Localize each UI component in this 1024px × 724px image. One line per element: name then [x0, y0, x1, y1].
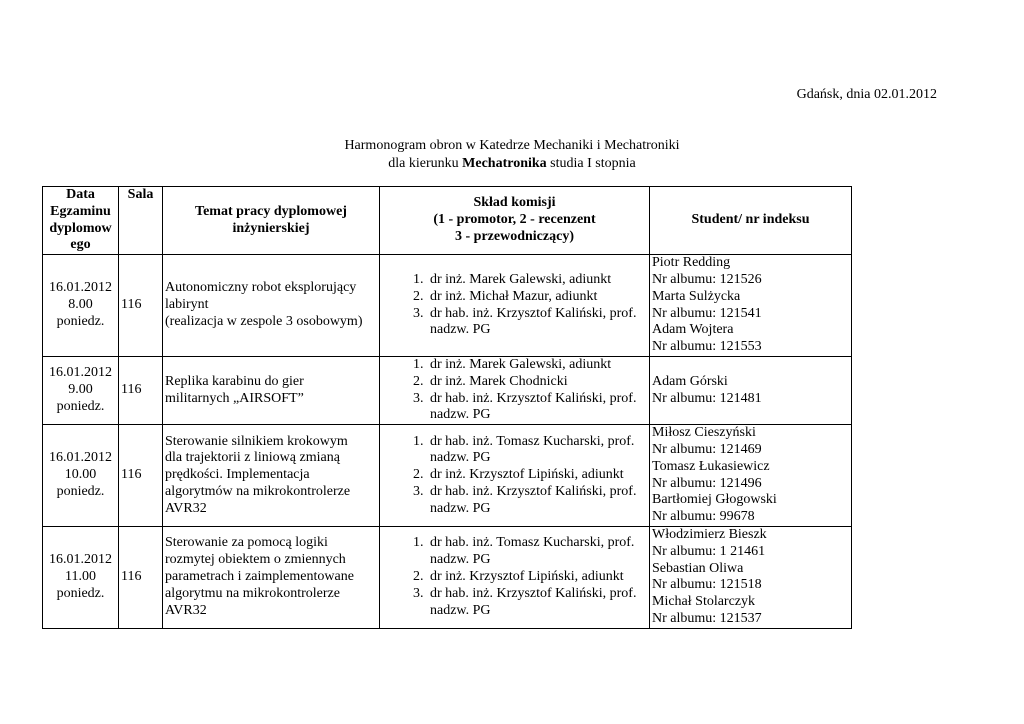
title-line-2 — [0, 155, 1024, 173]
date-value: 16.01.2012 — [49, 365, 112, 381]
committee-member: 2. dr inż. Marek Chodnicki — [427, 374, 647, 391]
table-header-row — [43, 187, 852, 255]
cell-committee — [380, 356, 650, 424]
title-suffix: studia I stopnia — [546, 156, 636, 171]
committee-member: 1. dr inż. Marek Galewski, adiunkt — [427, 272, 647, 289]
committee-member: 2. dr inż. Krzysztof Lipiński, adiunkt — [427, 467, 647, 484]
header-student: Student/ nr indeksu — [650, 187, 852, 255]
student-name: Piotr Redding — [652, 255, 731, 271]
header-date-line: Egzaminu — [50, 203, 111, 219]
topic-line: Sterowanie silnikiem krokowym — [165, 433, 348, 449]
date-value: 16.01.2012 — [49, 552, 112, 568]
student-album: Nr albumu: 121553 — [652, 339, 762, 355]
table-row — [43, 526, 852, 628]
cell-committee — [380, 255, 650, 357]
committee-list — [382, 357, 647, 424]
cell-date — [43, 526, 119, 628]
cell-committee — [380, 425, 650, 527]
weekday-value: poniedz. — [56, 313, 105, 329]
student-album: Nr albumu: 121526 — [652, 271, 762, 287]
header-committee-line: 3 - przewodniczący) — [455, 228, 574, 244]
student-album: Nr albumu: 1 21461 — [652, 543, 766, 559]
student-album: Nr albumu: 121481 — [652, 390, 762, 406]
student-album: Nr albumu: 121496 — [652, 475, 762, 491]
committee-list — [382, 434, 647, 518]
cell-students — [650, 425, 852, 527]
cell-room: 116 — [119, 356, 163, 424]
document-title — [0, 137, 1024, 173]
student-name: Miłosz Cieszyński — [652, 425, 756, 441]
topic-line: (realizacja w zespole 3 osobowym) — [165, 313, 363, 329]
cell-room: 116 — [119, 255, 163, 357]
topic-line: dla trajektorii z liniową zmianą — [165, 450, 340, 466]
cell-date — [43, 425, 119, 527]
date-value: 16.01.2012 — [49, 280, 112, 296]
student-name: Sebastian Oliwa — [652, 560, 744, 576]
date-value: 16.01.2012 — [49, 450, 112, 466]
time-value: 10.00 — [64, 467, 97, 483]
cell-students — [650, 526, 852, 628]
header-room: Sala — [119, 187, 163, 255]
table-row — [43, 255, 852, 357]
cell-topic — [163, 425, 380, 527]
header-date — [43, 187, 119, 255]
committee-member: 1. dr inż. Marek Galewski, adiunkt — [427, 357, 647, 374]
student-name: Adam Wojtera — [652, 322, 734, 338]
header-committee-line: (1 - promotor, 2 - recenzent — [433, 212, 596, 228]
topic-line: Replika karabinu do gier — [165, 373, 304, 389]
header-topic — [163, 187, 380, 255]
header-committee — [380, 187, 650, 255]
topic-line: algorytmów na mikrokontrolerze — [165, 483, 351, 499]
committee-member: 2. dr inż. Michał Mazur, adiunkt — [427, 289, 647, 306]
student-name: Adam Górski — [652, 373, 728, 389]
header-committee-line: Skład komisji — [473, 195, 556, 211]
student-album: Nr albumu: 121518 — [652, 577, 762, 593]
student-album: Nr albumu: 121469 — [652, 441, 762, 457]
weekday-value: poniedz. — [56, 398, 105, 414]
topic-line: prędkości. Implementacja — [165, 467, 310, 483]
committee-member: 3. dr hab. inż. Krzysztof Kaliński, prof. nadzw. PG — [427, 306, 647, 340]
student-name: Marta Sulżycka — [652, 288, 741, 304]
weekday-value: poniedz. — [56, 483, 105, 499]
topic-line: AVR32 — [165, 500, 207, 516]
student-name: Tomasz Łukasiewicz — [652, 458, 770, 474]
cell-room: 116 — [119, 425, 163, 527]
cell-students — [650, 255, 852, 357]
committee-list — [382, 272, 647, 339]
cell-room: 116 — [119, 526, 163, 628]
student-album: Nr albumu: 121537 — [652, 610, 762, 626]
committee-member: 3. dr hab. inż. Krzysztof Kaliński, prof. nadzw. PG — [427, 391, 647, 425]
header-date-line: dyplomow — [49, 220, 112, 236]
topic-line: rozmytej obiektem o zmiennych — [165, 552, 346, 568]
title-prefix: dla kierunku — [388, 156, 463, 171]
topic-line: Autonomiczny robot eksplorujący — [165, 280, 357, 296]
title-line-1: Harmonogram obron w Katedrze Mechaniki i Mechatroniki — [344, 138, 680, 153]
student-name: Włodzimierz Bieszk — [652, 526, 767, 542]
committee-list — [382, 535, 647, 619]
header-topic-line: Temat pracy dyplomowej — [195, 203, 347, 219]
cell-date — [43, 255, 119, 357]
title-program-name: Mechatronika — [462, 156, 547, 171]
cell-committee — [380, 526, 650, 628]
student-name: Michał Stolarczyk — [652, 594, 756, 610]
topic-line: parametrach i zaimplementowane — [165, 568, 354, 584]
time-value: 8.00 — [68, 297, 93, 313]
cell-topic — [163, 356, 380, 424]
committee-member: 3. dr hab. inż. Krzysztof Kaliński, prof. nadzw. PG — [427, 586, 647, 620]
committee-member: 1. dr hab. inż. Tomasz Kucharski, prof. nadzw. PG — [427, 535, 647, 569]
topic-line: labirynt — [165, 297, 209, 313]
weekday-value: poniedz. — [56, 585, 105, 601]
committee-member: 1. dr hab. inż. Tomasz Kucharski, prof. nadzw. PG — [427, 434, 647, 468]
committee-member: 3. dr hab. inż. Krzysztof Kaliński, prof. nadzw. PG — [427, 484, 647, 518]
topic-line: militarnych „AIRSOFT” — [165, 390, 304, 406]
student-album: Nr albumu: 99678 — [652, 509, 755, 525]
cell-topic — [163, 526, 380, 628]
document-date: Gdańsk, dnia 02.01.2012 — [796, 87, 937, 102]
defense-schedule-table — [42, 186, 852, 629]
topic-line: Sterowanie za pomocą logiki — [165, 535, 328, 551]
time-value: 9.00 — [68, 382, 93, 398]
student-album: Nr albumu: 121541 — [652, 305, 762, 321]
topic-line: AVR32 — [165, 602, 207, 618]
student-name: Bartłomiej Głogowski — [652, 492, 777, 508]
time-value: 11.00 — [65, 568, 96, 584]
header-date-line: ego — [70, 237, 91, 253]
topic-line: algorytmu na mikrokontrolerze — [165, 585, 340, 601]
committee-member: 2. dr inż. Krzysztof Lipiński, adiunkt — [427, 569, 647, 586]
table-row — [43, 425, 852, 527]
header-topic-line: inżynierskiej — [232, 220, 310, 236]
header-date-line: Data — [66, 187, 95, 202]
cell-students — [650, 356, 852, 424]
table-row — [43, 356, 852, 424]
cell-topic — [163, 255, 380, 357]
cell-date — [43, 356, 119, 424]
